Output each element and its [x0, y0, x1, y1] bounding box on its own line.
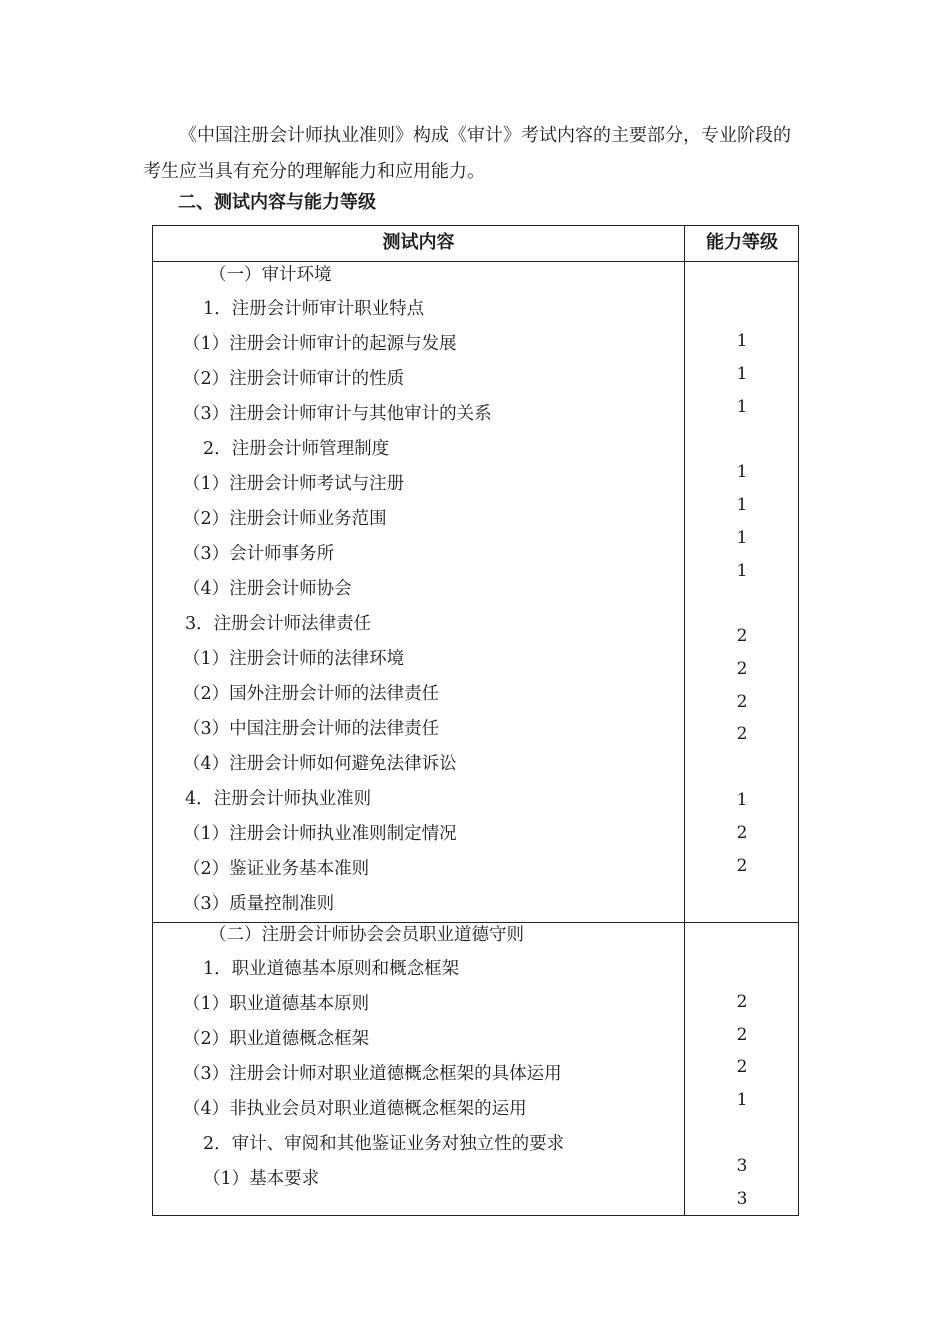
level-value: 2 — [736, 626, 748, 646]
section-heading: 二、测试内容与能力等级 — [178, 192, 376, 213]
intro-paragraph: 《中国注册会计师执业准则》构成《审计》考试内容的主要部分，专业阶段的考生应当具有充分的理解能力和应用能力。 — [143, 125, 791, 182]
content-line: 1．职业道德基本原则和概念框架 — [203, 959, 460, 979]
level-value: 2 — [736, 724, 748, 744]
content-line: 4．注册会计师执业准则 — [185, 789, 372, 809]
content-line: 2．注册会计师管理制度 — [203, 439, 390, 459]
level-value: 1 — [736, 790, 748, 810]
header-test-content: 测试内容 — [382, 232, 455, 253]
content-line: （4）注册会计师如何避免法律诉讼 — [183, 754, 457, 774]
content-line: 2．审计、审阅和其他鉴证业务对独立性的要求 — [203, 1134, 565, 1154]
content-line: （3）注册会计师对职业道德概念框架的具体运用 — [183, 1064, 562, 1084]
level-value: 1 — [736, 1090, 748, 1110]
content-line: （4）注册会计师协会 — [183, 579, 352, 599]
content-line: （2）注册会计师业务范围 — [183, 509, 387, 529]
content-line: （3）注册会计师审计与其他审计的关系 — [183, 404, 492, 424]
content-line: （3）中国注册会计师的法律责任 — [183, 719, 440, 739]
level-value: 2 — [736, 992, 748, 1012]
level-value: 2 — [736, 1057, 748, 1077]
level-value: 3 — [736, 1156, 748, 1176]
content-line: （二）注册会计师协会会员职业道德守则 — [209, 925, 524, 945]
content-line: （1）基本要求 — [203, 1169, 320, 1189]
level-value: 1 — [736, 495, 748, 515]
level-value: 1 — [736, 528, 748, 548]
content-line: （2）鉴证业务基本准则 — [183, 859, 370, 879]
level-value: 2 — [736, 856, 748, 876]
level-value: 2 — [736, 659, 748, 679]
content-line: （1）注册会计师审计的起源与发展 — [183, 334, 457, 354]
content-line: （1）注册会计师的法律环境 — [183, 649, 405, 669]
level-value: 1 — [736, 561, 748, 581]
content-line: （2）职业道德概念框架 — [183, 1029, 370, 1049]
content-line: （2）国外注册会计师的法律责任 — [183, 684, 440, 704]
content-line: （3）质量控制准则 — [183, 894, 335, 914]
test-content-table — [152, 225, 799, 1216]
level-value: 2 — [736, 1025, 748, 1045]
content-line: （1）职业道德基本原则 — [183, 994, 370, 1014]
level-value: 2 — [736, 823, 748, 843]
level-value: 1 — [736, 331, 748, 351]
content-line: （一）审计环境 — [209, 265, 332, 285]
level-value: 2 — [736, 692, 748, 712]
content-line: （1）注册会计师考试与注册 — [183, 474, 405, 494]
content-line: 1．注册会计师审计职业特点 — [203, 299, 425, 319]
header-divider — [153, 261, 798, 262]
content-line: （2）注册会计师审计的性质 — [183, 369, 405, 389]
content-line: 3．注册会计师法律责任 — [185, 614, 372, 634]
level-value: 1 — [736, 364, 748, 384]
header-ability-level: 能力等级 — [706, 232, 778, 253]
content-line: （4）非执业会员对职业道德概念框架的运用 — [183, 1099, 527, 1119]
level-value: 3 — [736, 1189, 748, 1209]
level-value: 1 — [736, 462, 748, 482]
content-line: （3）会计师事务所 — [183, 544, 335, 564]
content-line: （1）注册会计师执业准则制定情况 — [183, 824, 457, 844]
level-value: 1 — [736, 397, 748, 417]
